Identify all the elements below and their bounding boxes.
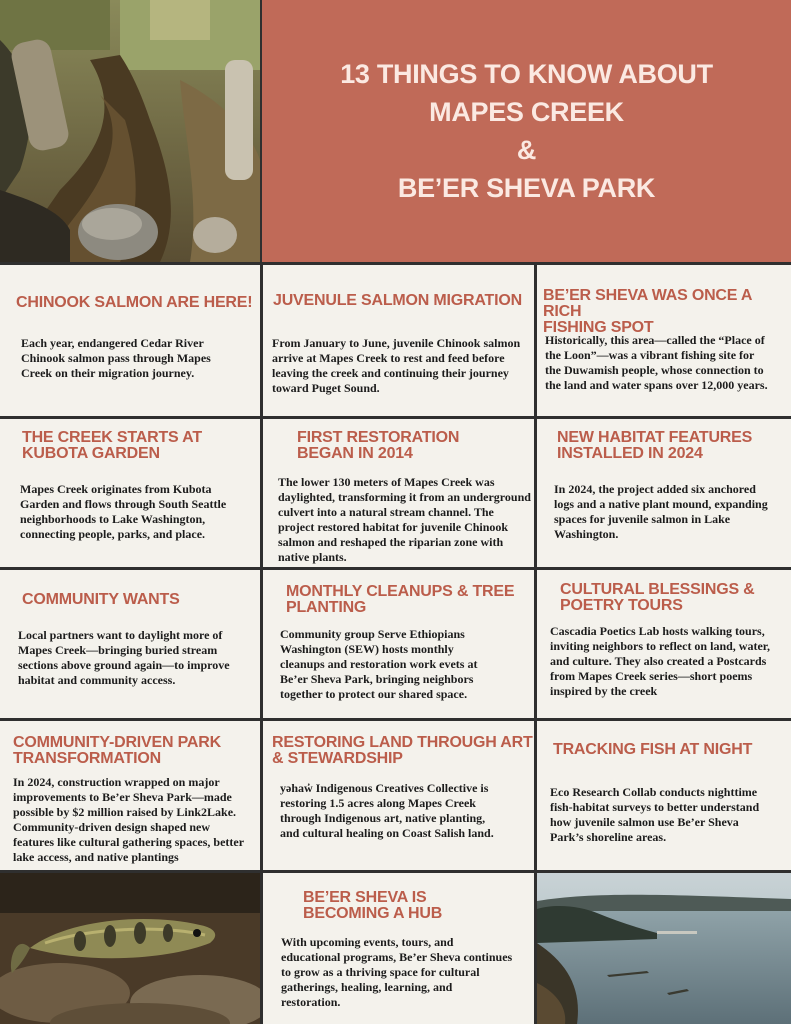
- card-text: With upcoming events, tours, and educational programs, Be’er Sheva continues to grow as a thriving space for cultural gatherings, healing, learning, and restoration.: [281, 935, 513, 1009]
- card-text: Eco Research Collab conducts nighttime fish-habitat surveys to better understand how juvenile salmon use Be’er Sheva Park’s shoreline areas.: [550, 785, 760, 844]
- fact-card-10: [0, 721, 260, 870]
- fact-card-3: [537, 265, 791, 416]
- card-title: RESTORING LAND THROUGH ART & STEWARDSHIP: [272, 734, 533, 767]
- title-line: 13 THINGS TO KNOW ABOUT: [340, 59, 713, 89]
- card-text: In 2024, the project added six anchored logs and a native plant mound, expanding spaces for juvenile salmon in Lake Washington.: [554, 482, 768, 541]
- fact-card-9: [537, 570, 791, 718]
- card-title: MONTHLY CLEANUPS & TREE PLANTING: [286, 583, 515, 616]
- fact-card-13: [263, 873, 534, 1024]
- fact-card-4: [0, 419, 260, 567]
- card-title: THE CREEK STARTS AT KUBOTA GARDEN: [22, 429, 202, 462]
- card-text: In 2024, construction wrapped on major improvements to Be’er Sheva Park—made possible by $2 million raised by Link2Lake. Community-driven design shaped new features like cultural gathering spaces, better lake access, and native plantings: [13, 775, 245, 864]
- card-title: CHINOOK SALMON ARE HERE!: [16, 294, 253, 311]
- card-title: NEW HABITAT FEATURES INSTALLED IN 2024: [557, 429, 753, 462]
- creek-photo: [0, 0, 260, 262]
- card-title: COMMUNITY WANTS: [22, 591, 180, 608]
- card-text: Community group Serve Ethiopians Washington (SEW) hosts monthly cleanups and restoration work evets at Be’er Sheva Park, bringing neighbors together to protect our shared space.: [280, 627, 478, 701]
- card-title: TRACKING FISH AT NIGHT: [553, 741, 753, 758]
- card-text: Mapes Creek originates from Kubota Garden and flows through South Seattle neighborhoods to Lake Washington, connecting people, parks, and place.: [20, 482, 227, 541]
- title-line: MAPES CREEK: [429, 97, 624, 127]
- card-title: CULTURAL BLESSINGS & POETRY TOURS: [560, 581, 755, 614]
- title-line: BE’ER SHEVA PARK: [397, 173, 656, 203]
- card-title: COMMUNITY-DRIVEN PARK TRANSFORMATION: [13, 734, 221, 767]
- card-title: FIRST RESTORATION BEGAN IN 2014: [297, 429, 460, 462]
- card-title: JUVENULE SALMON MIGRATION: [273, 292, 522, 309]
- fact-card-12: [537, 721, 791, 870]
- header-banner: [262, 0, 791, 262]
- fact-card-1: [0, 265, 260, 416]
- title-line: &: [516, 135, 537, 165]
- card-text: The lower 130 meters of Mapes Creek was daylighted, transforming it from an underground culvert into a natural stream channel. The project restored habitat for juvenile Chinook salmon and reshaped the riparian zone with native plants.: [278, 475, 531, 564]
- fact-card-7: [0, 570, 260, 718]
- fact-card-5: [263, 419, 534, 567]
- card-text: From January to June, juvenile Chinook salmon arrive at Mapes Creek to rest and feed before leaving the creek and continuing their journey toward Puget Sound.: [272, 336, 521, 395]
- page-title: [340, 55, 713, 207]
- card-title: BE’ER SHEVA WAS ONCE A RICH FISHING SPOT: [543, 287, 752, 336]
- lake-washington-photo: [537, 873, 791, 1024]
- juvenile-salmon-photo: [0, 873, 260, 1024]
- card-text: yəhaw̓ Indigenous Creatives Collective is restoring 1.5 acres along Mapes Creek through Indigenous art, native planting, and cultural healing on Coast Salish land.: [280, 781, 494, 840]
- fact-card-2: [263, 265, 534, 416]
- fact-card-11: [263, 721, 534, 870]
- fact-card-8: [263, 570, 534, 718]
- card-text: Cascadia Poetics Lab hosts walking tours, inviting neighbors to reflect on land, water, and culture. They also created a Postcards from Mapes Creek series—short poems inspired by the creek: [550, 624, 771, 698]
- card-text: Each year, endangered Cedar River Chinook salmon pass through Mapes Creek on their migration journey.: [21, 336, 211, 380]
- fact-card-6: [537, 419, 791, 567]
- card-text: Local partners want to daylight more of Mapes Creek—bringing buried stream sections above ground again—to improve habitat and community access.: [18, 628, 230, 687]
- card-title: BE’ER SHEVA IS BECOMING A HUB: [303, 889, 443, 922]
- card-text: Historically, this area—called the “Place of the Loon”—was a vibrant fishing site for the Duwamish people, whose connection to the land and water spans over 12,000 years.: [545, 333, 768, 392]
